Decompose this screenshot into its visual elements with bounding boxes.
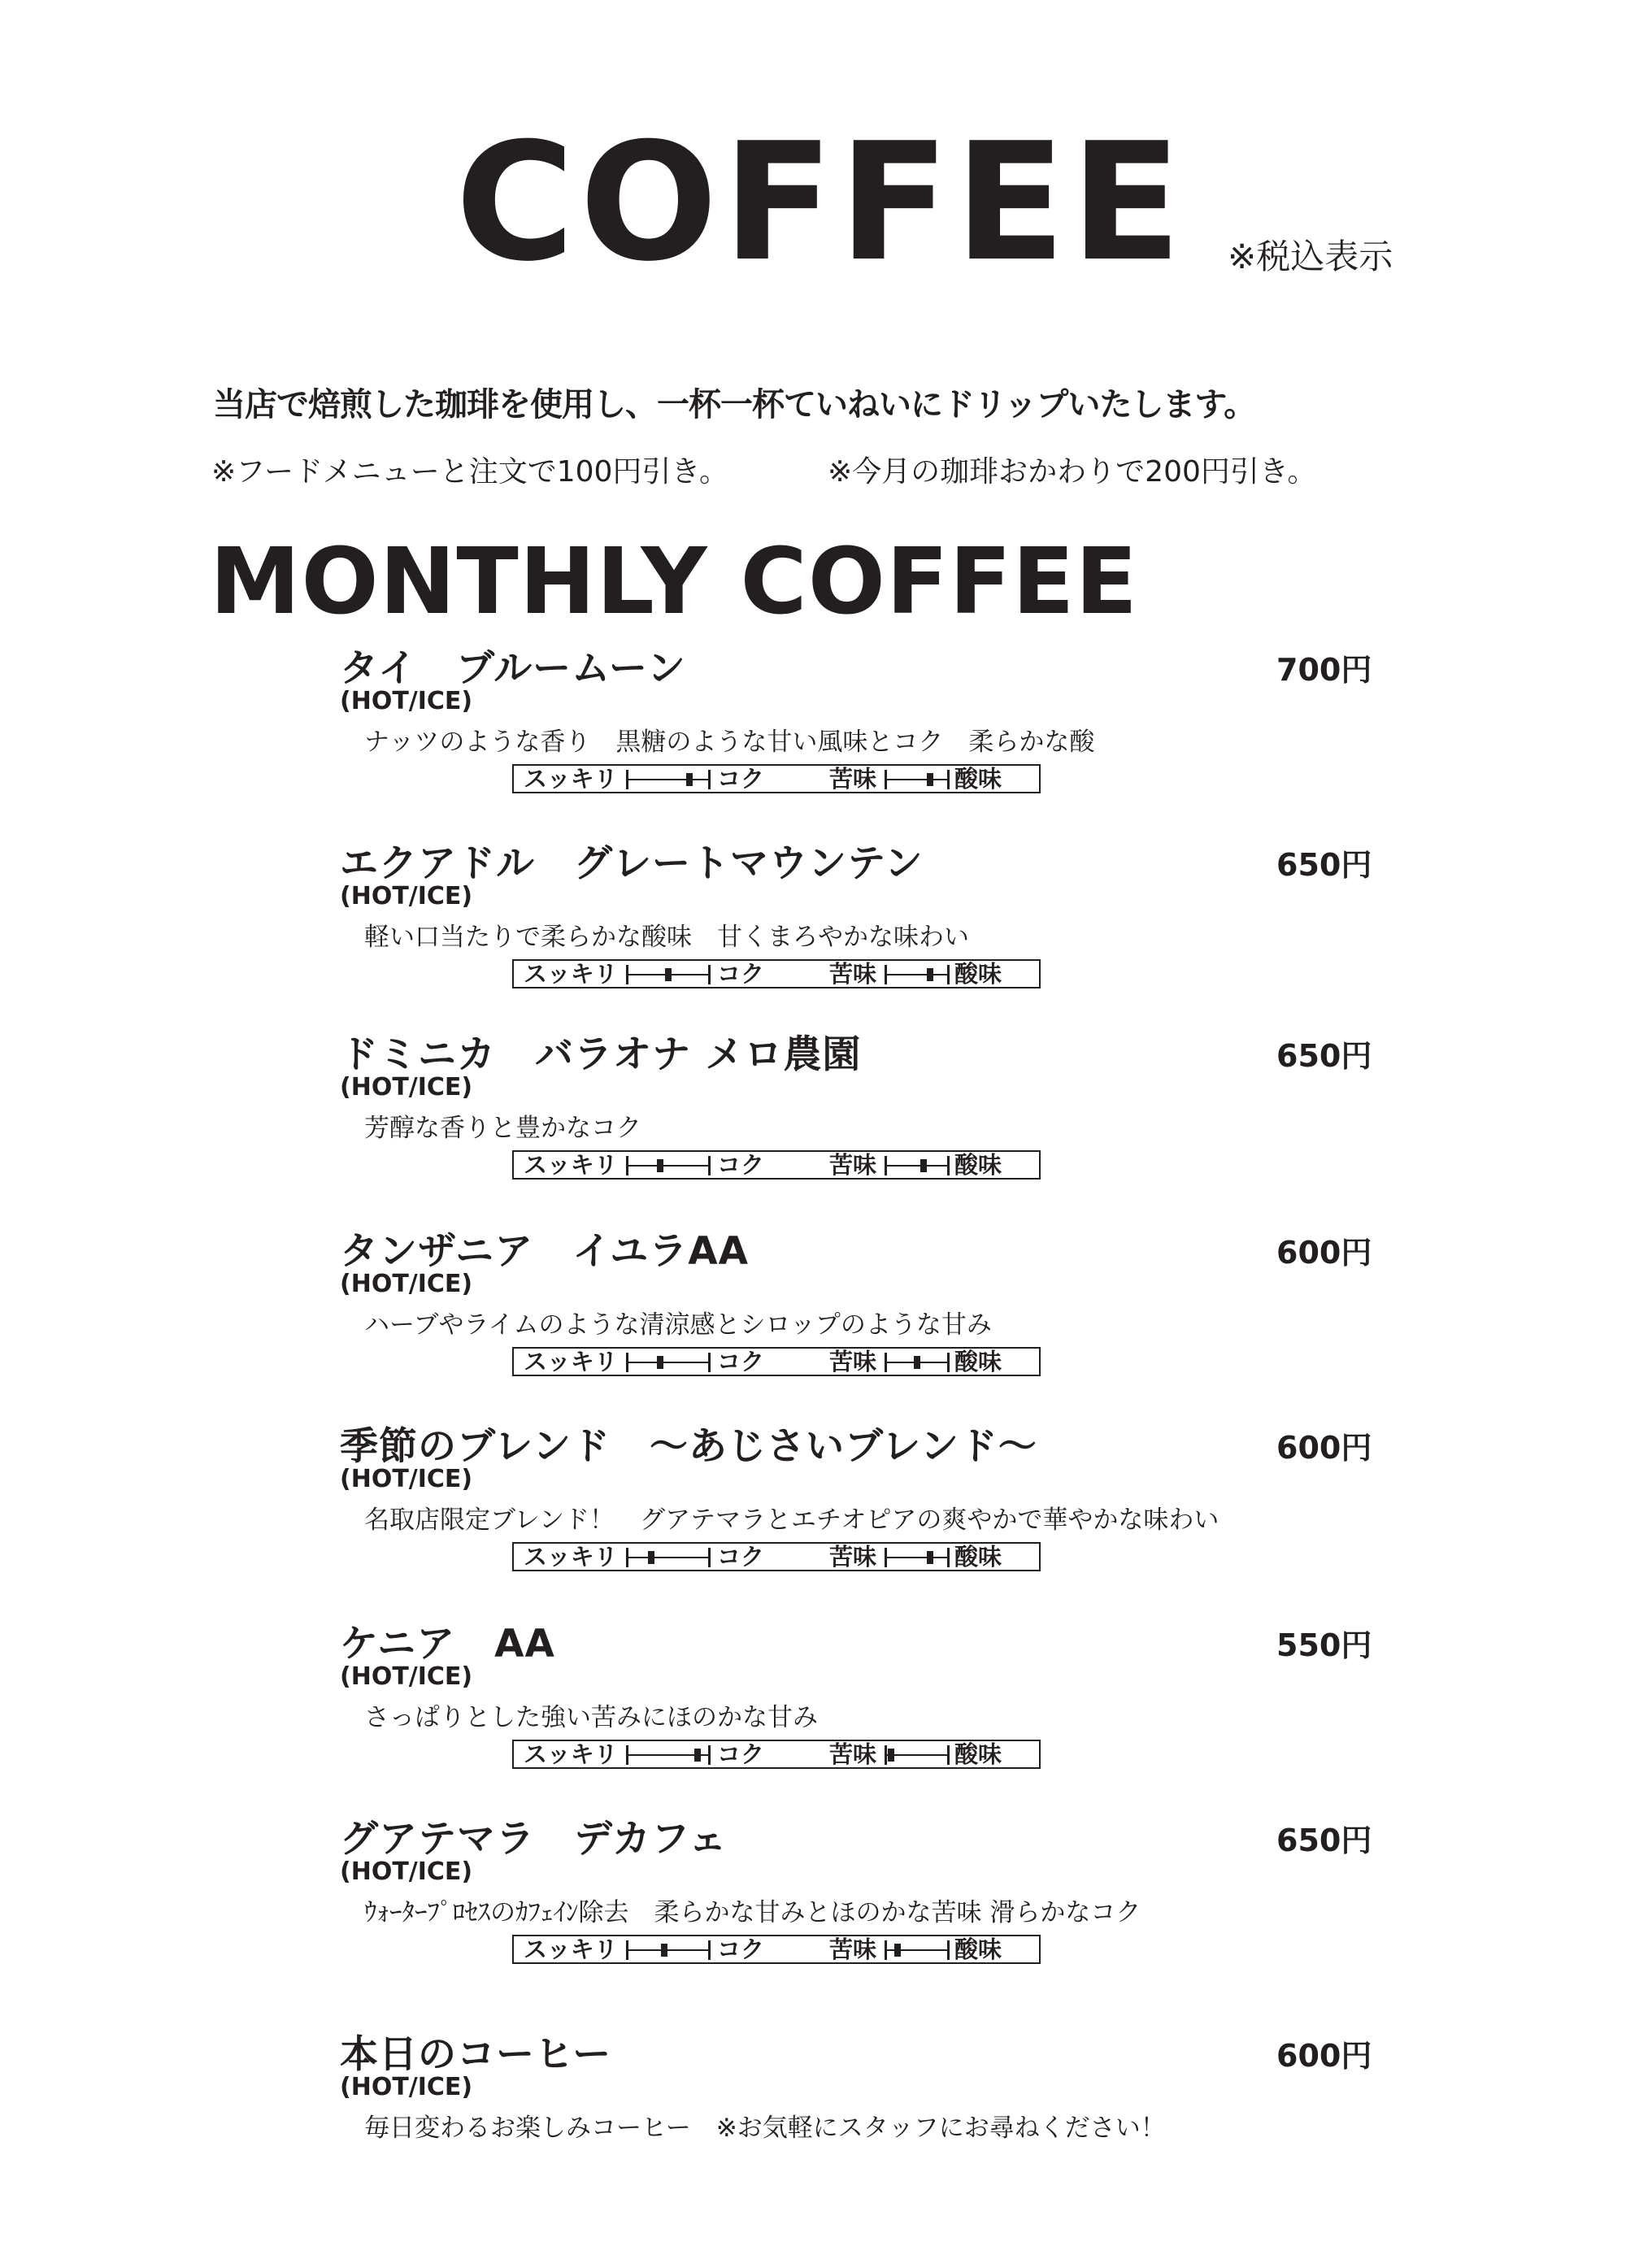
item-temperature: (HOT/ICE) xyxy=(340,882,473,910)
scale-end-right xyxy=(947,1548,950,1567)
scale-label-light: スッキリ xyxy=(524,960,618,988)
scale-end-left xyxy=(626,770,628,789)
scale-end-right xyxy=(708,1548,711,1567)
scale-label-acidic: 酸味 xyxy=(954,765,1002,793)
scale-label-acidic: 酸味 xyxy=(954,1936,1002,1963)
scale-label-acidic: 酸味 xyxy=(954,1543,1002,1571)
item-price: 650円 xyxy=(1276,1823,1372,1858)
item-description: 名取店限定ブレンド！ グアテマラとエチオピアの爽やかで華やかな味わい xyxy=(364,1505,1220,1535)
scale-line xyxy=(885,1557,950,1558)
scale-end-right xyxy=(947,1745,950,1765)
bitter-scale-track xyxy=(885,965,950,984)
menu-item xyxy=(0,638,1626,825)
scale-end-right xyxy=(947,770,950,789)
taste-scale xyxy=(512,1347,1041,1376)
scale-end-right xyxy=(947,1353,950,1372)
body-scale-track xyxy=(626,1548,711,1567)
item-name: グアテマラ デカフェ xyxy=(340,1817,728,1862)
scale-label-bitter: 苦味 xyxy=(829,960,877,988)
scale-end-left xyxy=(885,770,887,789)
scale-label-rich: コク xyxy=(717,1936,765,1963)
section-title: MONTHLY COFFEE xyxy=(210,529,1138,635)
scale-end-left xyxy=(885,1353,887,1372)
taste-scale xyxy=(512,1740,1041,1769)
scale-line xyxy=(885,1754,950,1756)
scale-label-light: スッキリ xyxy=(524,1936,618,1963)
menu-item xyxy=(0,1809,1626,1996)
body-scale-track xyxy=(626,1156,711,1175)
item-name: 季節のブレンド ～あじさいブレンド～ xyxy=(340,1424,1037,1469)
scale-marker xyxy=(694,1749,701,1762)
scale-marker xyxy=(914,1356,920,1369)
item-description: ナッツのような香り 黒糖のような甘い風味とコク 柔らかな酸 xyxy=(364,728,1095,757)
body-scale-track xyxy=(626,1940,711,1960)
menu-item xyxy=(0,1614,1626,1801)
scale-marker xyxy=(686,773,693,786)
scale-end-left xyxy=(626,1156,628,1175)
item-description: 毎日変わるお楽しみコーヒー ※お気軽にスタッフにお尋ねください！ xyxy=(364,2114,1166,2143)
item-description: ハーブやライムのような清涼感とシロップのような甘み xyxy=(364,1310,992,1340)
item-temperature: (HOT/ICE) xyxy=(340,1465,473,1493)
scale-end-right xyxy=(708,1156,711,1175)
scale-line xyxy=(626,779,711,780)
item-name: ケニア AA xyxy=(340,1622,555,1666)
page-title: COFFEE xyxy=(455,108,1187,298)
scale-end-left xyxy=(626,1745,628,1765)
scale-end-left xyxy=(885,1745,887,1765)
scale-end-left xyxy=(626,965,628,984)
scale-end-right xyxy=(947,965,950,984)
scale-label-acidic: 酸味 xyxy=(954,1151,1002,1179)
item-temperature: (HOT/ICE) xyxy=(340,1857,473,1886)
item-name: タンザニア イユラAA xyxy=(340,1229,749,1274)
menu-item xyxy=(0,1416,1626,1603)
item-name: 本日のコーヒー xyxy=(340,2032,612,2077)
body-scale-track xyxy=(626,770,711,789)
bitter-scale-track xyxy=(885,1940,950,1960)
scale-marker xyxy=(920,1159,927,1172)
scale-end-left xyxy=(885,1940,887,1960)
item-price: 650円 xyxy=(1276,847,1372,883)
scale-label-light: スッキリ xyxy=(524,1740,618,1768)
item-description: さっぱりとした強い苦みにほのかな甘み xyxy=(364,1703,818,1732)
menu-item xyxy=(0,2024,1626,2211)
item-description: ｳｫｰﾀｰﾌﾟﾛｾｽのｶﾌｪｲﾝ除去 柔らかな甘みとほのかな苦味 滑らかなコク xyxy=(364,1898,1141,1927)
item-name: ドミニカ バラオナ メロ農園 xyxy=(340,1032,862,1077)
bitter-scale-track xyxy=(885,1745,950,1765)
scale-label-bitter: 苦味 xyxy=(829,1740,877,1768)
menu-item xyxy=(0,833,1626,1020)
scale-end-right xyxy=(708,965,711,984)
scale-end-right xyxy=(708,1353,711,1372)
item-temperature: (HOT/ICE) xyxy=(340,1073,473,1101)
scale-line xyxy=(626,1362,711,1363)
scale-label-light: スッキリ xyxy=(524,1543,618,1571)
taste-scale xyxy=(512,1935,1041,1964)
refill-discount-note: ※今月の珈琲おかわりで200円引き。 xyxy=(828,455,1317,489)
item-price: 700円 xyxy=(1276,652,1372,688)
scale-marker xyxy=(665,968,672,981)
bitter-scale-track xyxy=(885,1353,950,1372)
scale-end-left xyxy=(626,1353,628,1372)
scale-end-right xyxy=(947,1156,950,1175)
item-description: 軽い口当たりで柔らかな酸味 甘くまろやかな味わい xyxy=(364,923,969,952)
body-scale-track xyxy=(626,965,711,984)
item-name: タイ ブルームーン xyxy=(340,646,686,691)
bitter-scale-track xyxy=(885,770,950,789)
scale-line xyxy=(626,1165,711,1167)
item-name: エクアドル グレートマウンテン xyxy=(340,841,924,886)
scale-label-bitter: 苦味 xyxy=(829,1348,877,1375)
item-temperature: (HOT/ICE) xyxy=(340,2073,473,2101)
item-price: 600円 xyxy=(1276,2038,1372,2074)
scale-line xyxy=(885,1165,950,1167)
scale-label-light: スッキリ xyxy=(524,1151,618,1179)
menu-item xyxy=(0,1024,1626,1211)
scale-line xyxy=(885,779,950,780)
scale-label-rich: コク xyxy=(717,1348,765,1375)
scale-end-left xyxy=(885,1156,887,1175)
scale-label-acidic: 酸味 xyxy=(954,1740,1002,1768)
scale-label-acidic: 酸味 xyxy=(954,1348,1002,1375)
body-scale-track xyxy=(626,1353,711,1372)
scale-marker xyxy=(661,1944,667,1957)
scale-marker xyxy=(927,968,933,981)
item-price: 550円 xyxy=(1276,1627,1372,1663)
scale-end-right xyxy=(708,1745,711,1765)
item-price: 600円 xyxy=(1276,1235,1372,1271)
taste-scale xyxy=(512,1150,1041,1180)
menu-item xyxy=(0,1221,1626,1408)
scale-label-light: スッキリ xyxy=(524,1348,618,1375)
body-scale-track xyxy=(626,1745,711,1765)
scale-line xyxy=(626,1557,711,1558)
item-price: 600円 xyxy=(1276,1430,1372,1466)
scale-label-bitter: 苦味 xyxy=(829,1151,877,1179)
scale-label-rich: コク xyxy=(717,1151,765,1179)
item-temperature: (HOT/ICE) xyxy=(340,1662,473,1691)
scale-label-bitter: 苦味 xyxy=(829,765,877,793)
tax-note: ※税込表示 xyxy=(1228,237,1393,276)
scale-end-left xyxy=(885,1548,887,1567)
scale-label-bitter: 苦味 xyxy=(829,1936,877,1963)
scale-marker xyxy=(648,1551,654,1564)
scale-label-bitter: 苦味 xyxy=(829,1543,877,1571)
bitter-scale-track xyxy=(885,1156,950,1175)
scale-marker xyxy=(927,1551,933,1564)
scale-end-left xyxy=(885,965,887,984)
taste-scale xyxy=(512,1542,1041,1571)
scale-end-left xyxy=(626,1940,628,1960)
scale-marker xyxy=(888,1749,894,1762)
scale-marker xyxy=(927,773,933,786)
scale-label-rich: コク xyxy=(717,765,765,793)
scale-label-rich: コク xyxy=(717,1740,765,1768)
bitter-scale-track xyxy=(885,1548,950,1567)
scale-label-light: スッキリ xyxy=(524,765,618,793)
scale-marker xyxy=(894,1944,901,1957)
scale-label-acidic: 酸味 xyxy=(954,960,1002,988)
scale-end-left xyxy=(626,1548,628,1567)
scale-end-right xyxy=(708,1940,711,1960)
item-temperature: (HOT/ICE) xyxy=(340,687,473,715)
scale-line xyxy=(885,974,950,975)
scale-marker xyxy=(657,1159,663,1172)
intro-text: 当店で焙煎した珈琲を使用し、一杯一杯ていねいにドリップいたします。 xyxy=(213,386,1256,424)
scale-end-right xyxy=(708,770,711,789)
taste-scale xyxy=(512,764,1041,793)
scale-label-rich: コク xyxy=(717,1543,765,1571)
food-discount-note: ※フードメニューと注文で100円引き。 xyxy=(211,455,728,489)
item-price: 650円 xyxy=(1276,1038,1372,1074)
scale-label-rich: コク xyxy=(717,960,765,988)
scale-line xyxy=(626,1949,711,1951)
taste-scale xyxy=(512,959,1041,988)
scale-marker xyxy=(657,1356,663,1369)
item-description: 芳醇な香りと豊かなコク xyxy=(364,1114,641,1143)
item-temperature: (HOT/ICE) xyxy=(340,1270,473,1298)
scale-end-right xyxy=(947,1940,950,1960)
